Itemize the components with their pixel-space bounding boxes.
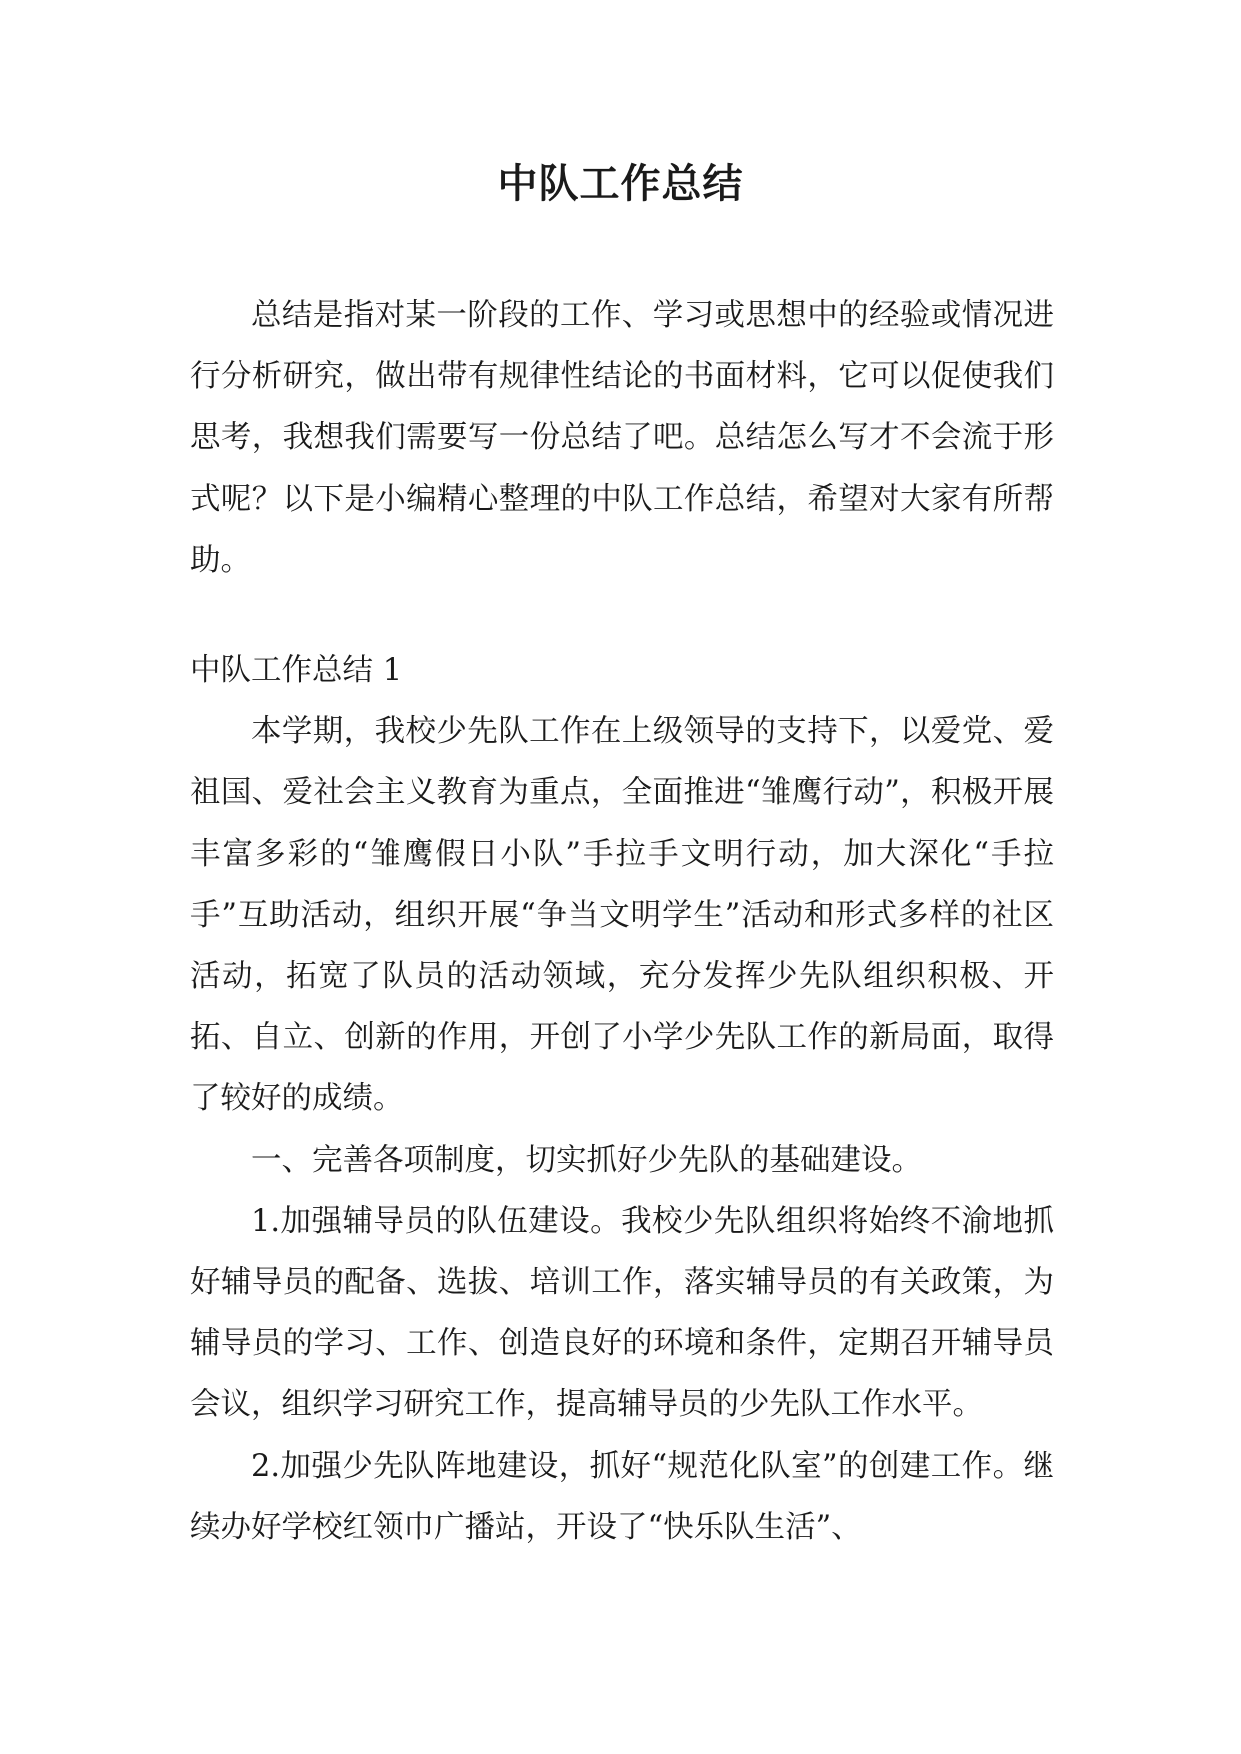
intro-paragraph: 总结是指对某一阶段的工作、学习或思想中的经验或情况进行分析研究，做出带有规律性结论的书面材料，它可以促使我们思考，我想我们需要写一份总结了吧。总结怎么写才不会流于形式呢？以下是小编精心整理的中队工作总结，希望对大家有所帮助。 (190, 298, 1054, 578)
section-block (190, 640, 1054, 1558)
intro-block (190, 285, 1054, 591)
body-paragraph: 本学期，我校少先队工作在上级领导的支持下，以爱党、爱祖国、爱社会主义教育为重点，全面推进“雏鹰行动”，积极开展丰富多彩的“雏鹰假日小队”手拉手文明行动，加大深化“手拉手”互助活动，组织开展“争当文明学生”活动和形式多样的社区活动，拓宽了队员的活动领域，充分发挥少先队组织积极、开拓、自立、创新的作用，开创了小学少先队工作的新局面，取得了较好的成绩。 (190, 714, 1054, 1117)
body-paragraph: 一、完善各项制度，切实抓好少先队的基础建设。 (251, 1142, 922, 1178)
document-title: 中队工作总结 (497, 161, 744, 207)
body-paragraph: 2.加强少先队阵地建设，抓好“规范化队室”的创建工作。继续办好学校红领巾广播站，开设了“快乐队生活”、 (190, 1448, 1054, 1545)
section-heading: 中队工作总结 1 (190, 653, 403, 688)
body-paragraph: 1.加强辅导员的队伍建设。我校少先队组织将始终不渝地抓好辅导员的配备、选拔、培训工作，落实辅导员的有关政策，为辅导员的学习、工作、创造良好的环境和条件，定期召开辅导员会议，组织学习研究工作，提高辅导员的少先队工作水平。 (190, 1203, 1054, 1423)
